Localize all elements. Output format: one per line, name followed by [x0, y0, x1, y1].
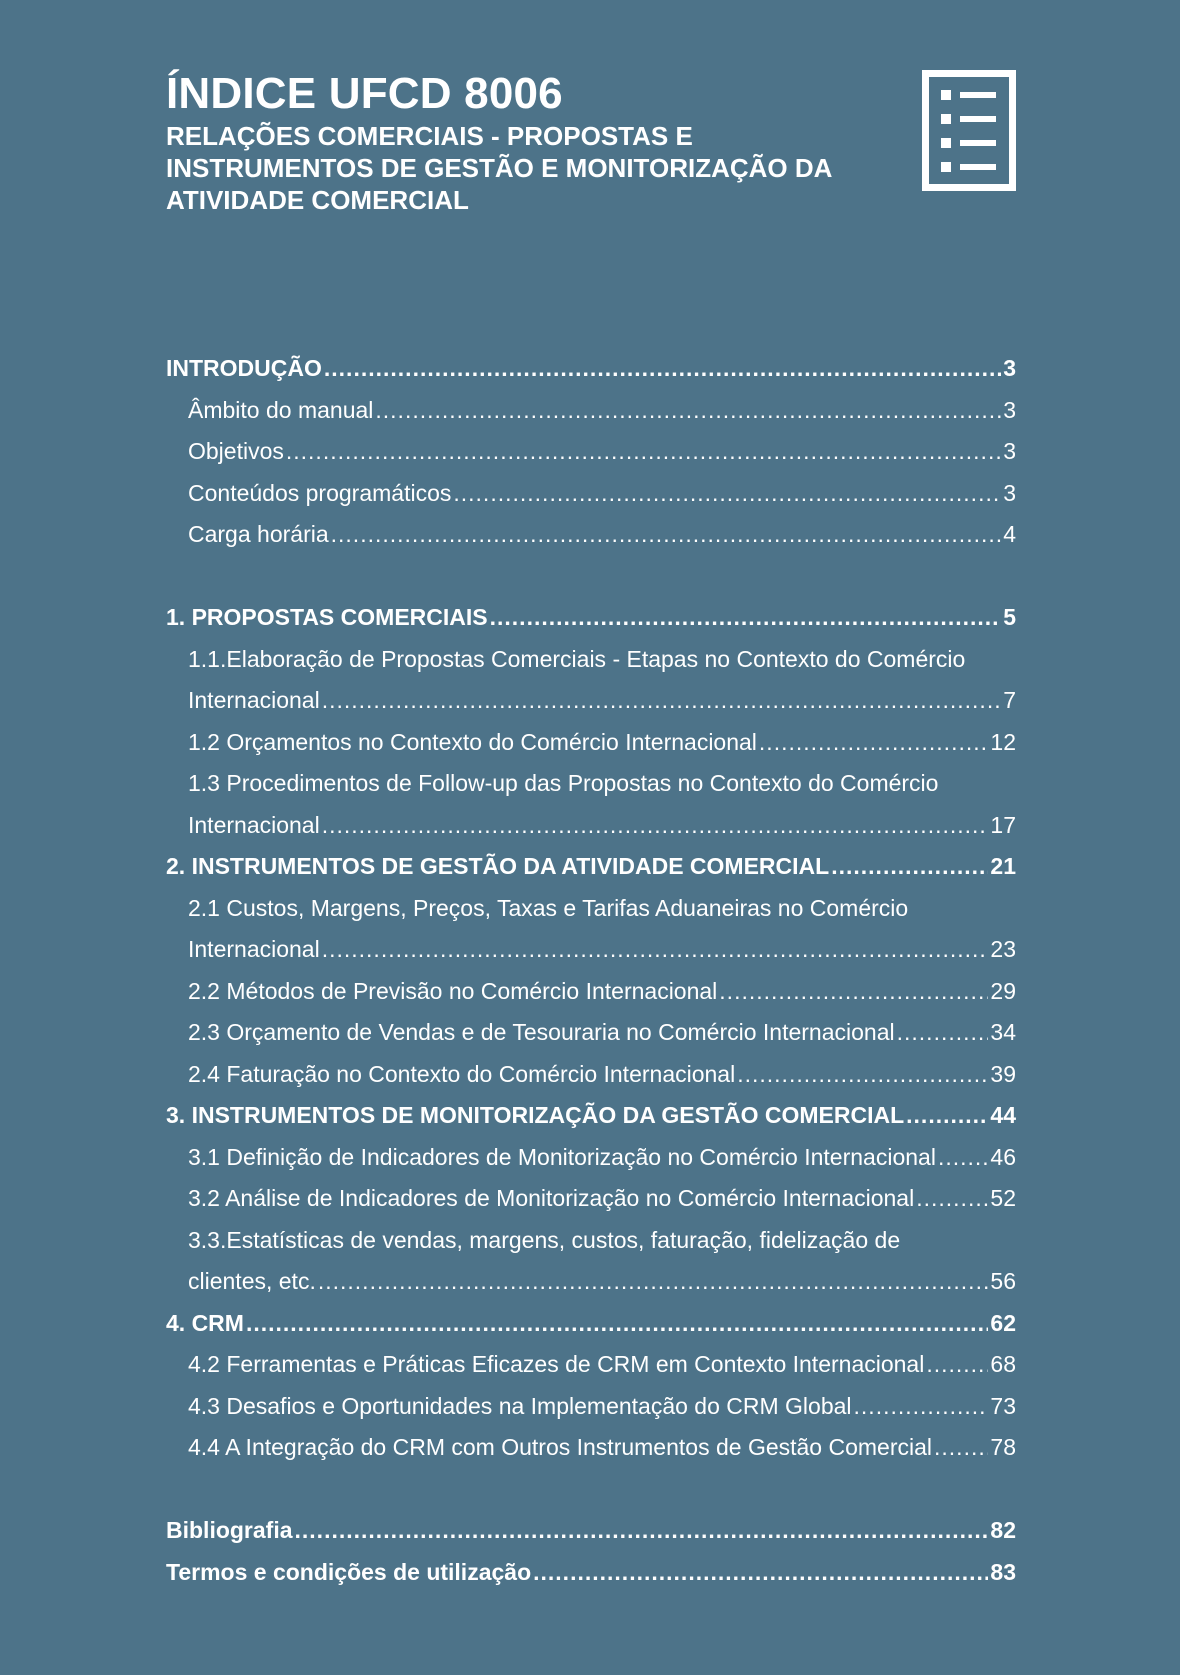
page-title: ÍNDICE UFCD 8006	[166, 69, 563, 118]
toc-page-number: 46	[990, 1143, 1016, 1170]
toc-entry-title: 1. PROPOSTAS COMERCIAIS	[166, 604, 488, 630]
toc-page-number: 82	[990, 1517, 1016, 1543]
toc-entry-title-line2: Internacional	[188, 936, 320, 962]
toc-page-number: 3	[1003, 355, 1016, 381]
toc-page-number: 68	[990, 1351, 1016, 1377]
toc-page-number: 3	[1003, 396, 1016, 423]
dot-leader	[331, 514, 1002, 556]
toc-entry-4-3[interactable]	[166, 1386, 1016, 1428]
toc-entry-4-4[interactable]	[166, 1427, 1016, 1469]
dot-leader	[934, 1427, 988, 1469]
toc-entry-title-line2: Internacional	[188, 687, 320, 713]
dot-leader	[322, 929, 989, 971]
toc-page-number: 3	[1003, 479, 1016, 506]
toc-entry-title: 3. INSTRUMENTOS DE MONITORIZAÇÃO DA GESTÃO COMERCIAL	[166, 1102, 905, 1128]
page-subtitle: RELAÇÕES COMERCIAIS - PROPOSTAS E INSTRUMENTOS DE GESTÃO E MONITORIZAÇÃO DA ATIVIDADE COMERCIAL	[166, 121, 832, 215]
toc-entry-title-line1: 1.3 Procedimentos de Follow-up das Propostas no Contexto do Comércio	[188, 770, 939, 796]
toc-entry-section-2[interactable]	[166, 846, 1016, 888]
toc-page-number: 21	[990, 853, 1016, 879]
dot-leader	[719, 971, 988, 1013]
dot-leader	[533, 1552, 988, 1594]
toc-page-number: 3	[1003, 438, 1016, 464]
toc-page-number: 23	[990, 936, 1016, 962]
toc-entry-title: 1.2 Orçamentos no Contexto do Comércio Internacional	[188, 728, 757, 755]
dot-leader	[916, 1178, 988, 1220]
dot-leader	[906, 1095, 988, 1137]
dot-leader	[295, 1510, 989, 1552]
toc-page-number: 7	[1003, 687, 1016, 713]
toc-entry-1-3[interactable]	[166, 763, 1016, 846]
toc-entry-title-line2: Internacional	[188, 811, 320, 838]
toc-entry-2-2[interactable]	[166, 971, 1016, 1013]
toc-entry-objetivos[interactable]	[166, 431, 1016, 473]
toc-entry-title: 4.4 A Integração do CRM com Outros Instrumentos de Gestão Comercial	[188, 1434, 933, 1460]
dot-leader	[246, 1303, 988, 1345]
toc-entry-ambito[interactable]	[166, 390, 1016, 432]
toc-entry-title: 3.2 Análise de Indicadores de Monitorização no Comércio Internacional	[188, 1185, 915, 1211]
toc-entry-introducao[interactable]	[166, 348, 1016, 390]
toc-entry-title: INTRODUÇÃO	[166, 355, 322, 381]
dot-leader	[322, 805, 989, 847]
dot-leader	[831, 846, 988, 888]
toc-page-number: 4	[1003, 521, 1016, 547]
toc-entry-2-4[interactable]	[166, 1054, 1016, 1096]
toc-page-number: 62	[990, 1309, 1016, 1336]
dot-leader	[324, 348, 1001, 390]
toc-entry-title: 2. INSTRUMENTOS DE GESTÃO DA ATIVIDADE COMERCIAL	[166, 853, 830, 879]
toc-entry-title-line1: 3.3.Estatísticas de vendas, margens, custos, faturação, fidelização de	[188, 1226, 901, 1253]
toc-entry-1-1[interactable]	[166, 639, 1016, 722]
toc-page-number: 29	[990, 977, 1016, 1004]
toc-entry-2-1[interactable]	[166, 888, 1016, 971]
toc-entry-title: Bibliografia	[166, 1517, 293, 1543]
document-list-icon	[922, 70, 1016, 191]
section-spacer	[166, 556, 1016, 598]
toc-entry-3-2[interactable]	[166, 1178, 1016, 1220]
toc-page-number: 5	[1003, 604, 1016, 630]
toc-entry-bibliografia[interactable]	[166, 1510, 1016, 1552]
dot-leader	[322, 680, 1002, 722]
toc-entry-carga-horaria[interactable]	[166, 514, 1016, 556]
toc-entry-title: 3.1 Definição de Indicadores de Monitorização no Comércio Internacional	[188, 1143, 936, 1170]
toc-entry-4-2[interactable]	[166, 1344, 1016, 1386]
toc-entry-section-4[interactable]	[166, 1303, 1016, 1345]
toc-page-number: 56	[990, 1268, 1016, 1294]
toc-entry-3-3[interactable]	[166, 1220, 1016, 1303]
dot-leader	[286, 431, 1001, 473]
dot-leader	[318, 1261, 989, 1303]
dot-leader	[375, 390, 1001, 432]
toc-entry-title: 4.2 Ferramentas e Práticas Eficazes de CRM em Contexto Internacional	[188, 1351, 925, 1377]
toc-page-number: 34	[990, 1019, 1016, 1045]
toc-entry-title: Objetivos	[188, 438, 284, 464]
toc-entry-title: Termos e condições de utilização	[166, 1558, 532, 1585]
toc-entry-title: Carga horária	[188, 521, 329, 547]
dot-leader	[453, 473, 1001, 515]
toc-page-number: 73	[990, 1392, 1016, 1419]
dot-leader	[854, 1386, 989, 1428]
dot-leader	[926, 1344, 988, 1386]
section-spacer	[166, 1469, 1016, 1511]
toc-entry-title-line1: 2.1 Custos, Margens, Preços, Taxas e Tarifas Aduaneiras no Comércio	[188, 894, 909, 921]
table-of-contents	[166, 348, 1016, 1593]
toc-entry-title-line1: 1.1.Elaboração de Propostas Comerciais - Etapas no Contexto do Comércio	[188, 645, 966, 672]
toc-entry-title: 4. CRM	[166, 1309, 244, 1336]
toc-page-number: 78	[990, 1434, 1016, 1460]
toc-entry-title-line2: clientes, etc.	[188, 1268, 316, 1294]
toc-entry-3-1[interactable]	[166, 1137, 1016, 1179]
toc-entry-title: Conteúdos programáticos	[188, 479, 452, 506]
toc-entry-title: 2.4 Faturação no Contexto do Comércio Internacional	[188, 1060, 736, 1087]
toc-page-number: 39	[990, 1060, 1016, 1087]
toc-entry-termos[interactable]	[166, 1552, 1016, 1594]
toc-entry-title: Âmbito do manual	[188, 396, 374, 423]
toc-entry-section-3[interactable]	[166, 1095, 1016, 1137]
toc-entry-2-3[interactable]	[166, 1012, 1016, 1054]
toc-entry-title: 2.3 Orçamento de Vendas e de Tesouraria no Comércio Internacional	[188, 1019, 895, 1045]
toc-page-number: 12	[990, 728, 1016, 755]
toc-entry-conteudos[interactable]	[166, 473, 1016, 515]
toc-entry-title: 2.2 Métodos de Previsão no Comércio Internacional	[188, 977, 718, 1004]
toc-page-number: 17	[990, 811, 1016, 838]
page-header	[166, 68, 1016, 280]
dot-leader	[737, 1054, 988, 1096]
dot-leader	[490, 597, 1002, 639]
dot-leader	[938, 1137, 988, 1179]
toc-entry-1-2[interactable]	[166, 722, 1016, 764]
toc-page-number: 44	[990, 1102, 1016, 1128]
toc-entry-title: 4.3 Desafios e Oportunidades na Implementação do CRM Global	[188, 1392, 852, 1419]
toc-page-number: 83	[990, 1558, 1016, 1585]
dot-leader	[897, 1012, 989, 1054]
dot-leader	[759, 722, 988, 764]
toc-page-number: 52	[990, 1185, 1016, 1211]
index-page	[166, 68, 1016, 1593]
toc-entry-section-1[interactable]	[166, 597, 1016, 639]
